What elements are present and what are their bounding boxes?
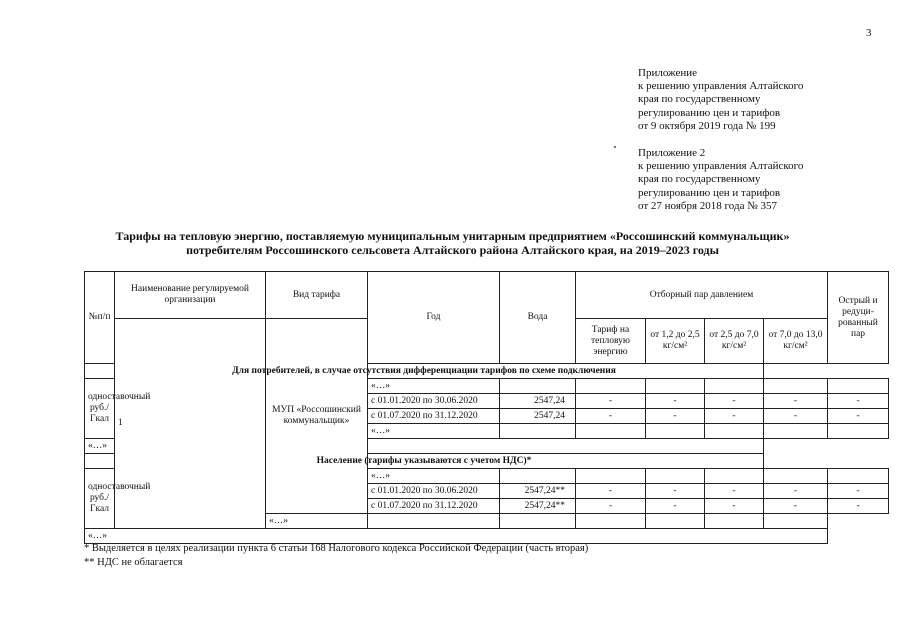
ellipsis-cell: «…» xyxy=(368,469,500,484)
header-pressure-3: от 7,0 до 13,0 кг/см² xyxy=(764,319,828,364)
pressure-1-value: - xyxy=(576,484,646,499)
water-value: 2547,24** xyxy=(500,499,576,514)
pressure-2-value: - xyxy=(646,409,705,424)
ellipsis-cell: «…» xyxy=(368,424,500,439)
pressure-3-value: - xyxy=(705,409,764,424)
period-cell: с 01.01.2020 по 30.06.2020 xyxy=(368,394,500,409)
table-row xyxy=(85,439,889,454)
pressure-1-value: - xyxy=(576,409,646,424)
org-name: МУП «Россошинский коммунальщик» xyxy=(266,319,368,514)
header-tariff-heat: Тариф на тепловую энергию xyxy=(576,319,646,364)
annex-block-1 xyxy=(638,67,803,133)
pressure-3-value: - xyxy=(705,394,764,409)
pressure-2-value: - xyxy=(646,499,705,514)
annex-line: регулированию цен и тарифов xyxy=(638,186,781,199)
pressure-1-value: - xyxy=(576,499,646,514)
annex-line: к решению управления Алтайского xyxy=(638,80,804,93)
scan-speck xyxy=(614,146,616,148)
ellipsis-cell: «…» xyxy=(85,439,764,454)
section-row xyxy=(85,454,889,469)
water-value: 2547,24** xyxy=(500,484,576,499)
pressure-4-value: - xyxy=(764,394,828,409)
sharp-steam-value: - xyxy=(828,394,889,409)
ellipsis-cell: «…» xyxy=(368,379,500,394)
header-water: Вода xyxy=(500,272,576,364)
tariff-type: одноставочный руб./Гкал xyxy=(85,379,115,439)
section-title: Население (тарифы указываются с учетом НДС)* xyxy=(85,454,764,469)
page-number: 3 xyxy=(866,27,872,39)
annex-block-2 xyxy=(638,147,803,213)
footnote-1: * Выделяется в целях реализации пункта 6 статьи 168 Налогового кодекса Российской Федерации (часть вторая) xyxy=(84,543,589,554)
header-tariff-type: Вид тарифа xyxy=(266,272,368,319)
annex-line: Приложение xyxy=(638,67,698,79)
header-sharp-steam: Острый и редуци-рованный пар xyxy=(828,272,889,364)
header-year: Год xyxy=(368,272,500,364)
footnotes xyxy=(84,542,588,570)
title-line-2: потребителям Россошинского сельсовета Алтайского района Алтайского края, на 2019–2023 годы xyxy=(186,243,719,257)
period-cell: с 01.01.2020 по 30.06.2020 xyxy=(368,484,500,499)
tariff-table xyxy=(84,271,889,544)
row-number: 1 xyxy=(115,319,266,529)
sharp-steam-value: - xyxy=(828,499,889,514)
sharp-steam-value: - xyxy=(828,484,889,499)
pressure-2-value: - xyxy=(646,484,705,499)
pressure-3-value: - xyxy=(705,499,764,514)
pressure-3-value: - xyxy=(705,484,764,499)
pressure-4-value: - xyxy=(764,499,828,514)
annex-line: к решению управления Алтайского xyxy=(638,160,804,173)
header-row-1 xyxy=(85,272,889,319)
section-row xyxy=(85,364,889,379)
tariff-type: одноставочный руб./Гкал xyxy=(85,469,115,529)
annex-line: Приложение 2 xyxy=(638,147,706,159)
annex-line: от 9 октября 2019 года № 199 xyxy=(638,119,776,132)
annex-line: регулированию цен и тарифов xyxy=(638,106,781,119)
document-title xyxy=(0,229,905,257)
pressure-4-value: - xyxy=(764,409,828,424)
header-num: №п/п xyxy=(85,272,115,364)
section-title: Для потребителей, в случае отсутствия дифференциации тарифов по схеме подключения xyxy=(85,364,764,379)
title-line-1: Тарифы на тепловую энергию, поставляемую муниципальным унитарным предприятием «Россошинский коммунальщик» xyxy=(115,229,790,243)
ellipsis-cell: «…» xyxy=(266,514,368,529)
period-cell: с 01.07.2020 по 31.12.2020 xyxy=(368,409,500,424)
water-value: 2547,24 xyxy=(500,409,576,424)
header-org: Наименование регулируемой организации xyxy=(115,272,266,319)
annex-line: края по государственному xyxy=(638,93,761,106)
water-value: 2547,24 xyxy=(500,394,576,409)
ellipsis-cell: «…» xyxy=(85,529,828,544)
header-steam: Отборный пар давлением xyxy=(576,272,828,319)
pressure-4-value: - xyxy=(764,484,828,499)
footnote-2: ** НДС не облагается xyxy=(84,557,183,568)
sharp-steam-value: - xyxy=(828,409,889,424)
pressure-1-value: - xyxy=(576,394,646,409)
annex-line: от 27 ноября 2018 года № 357 xyxy=(638,199,777,212)
header-pressure-1: от 1,2 до 2,5 кг/см² xyxy=(646,319,705,364)
pressure-2-value: - xyxy=(646,394,705,409)
annex-line: края по государственному xyxy=(638,173,761,186)
period-cell: с 01.07.2020 по 31.12.2020 xyxy=(368,499,500,514)
header-pressure-2: от 2,5 до 7,0 кг/см² xyxy=(705,319,764,364)
